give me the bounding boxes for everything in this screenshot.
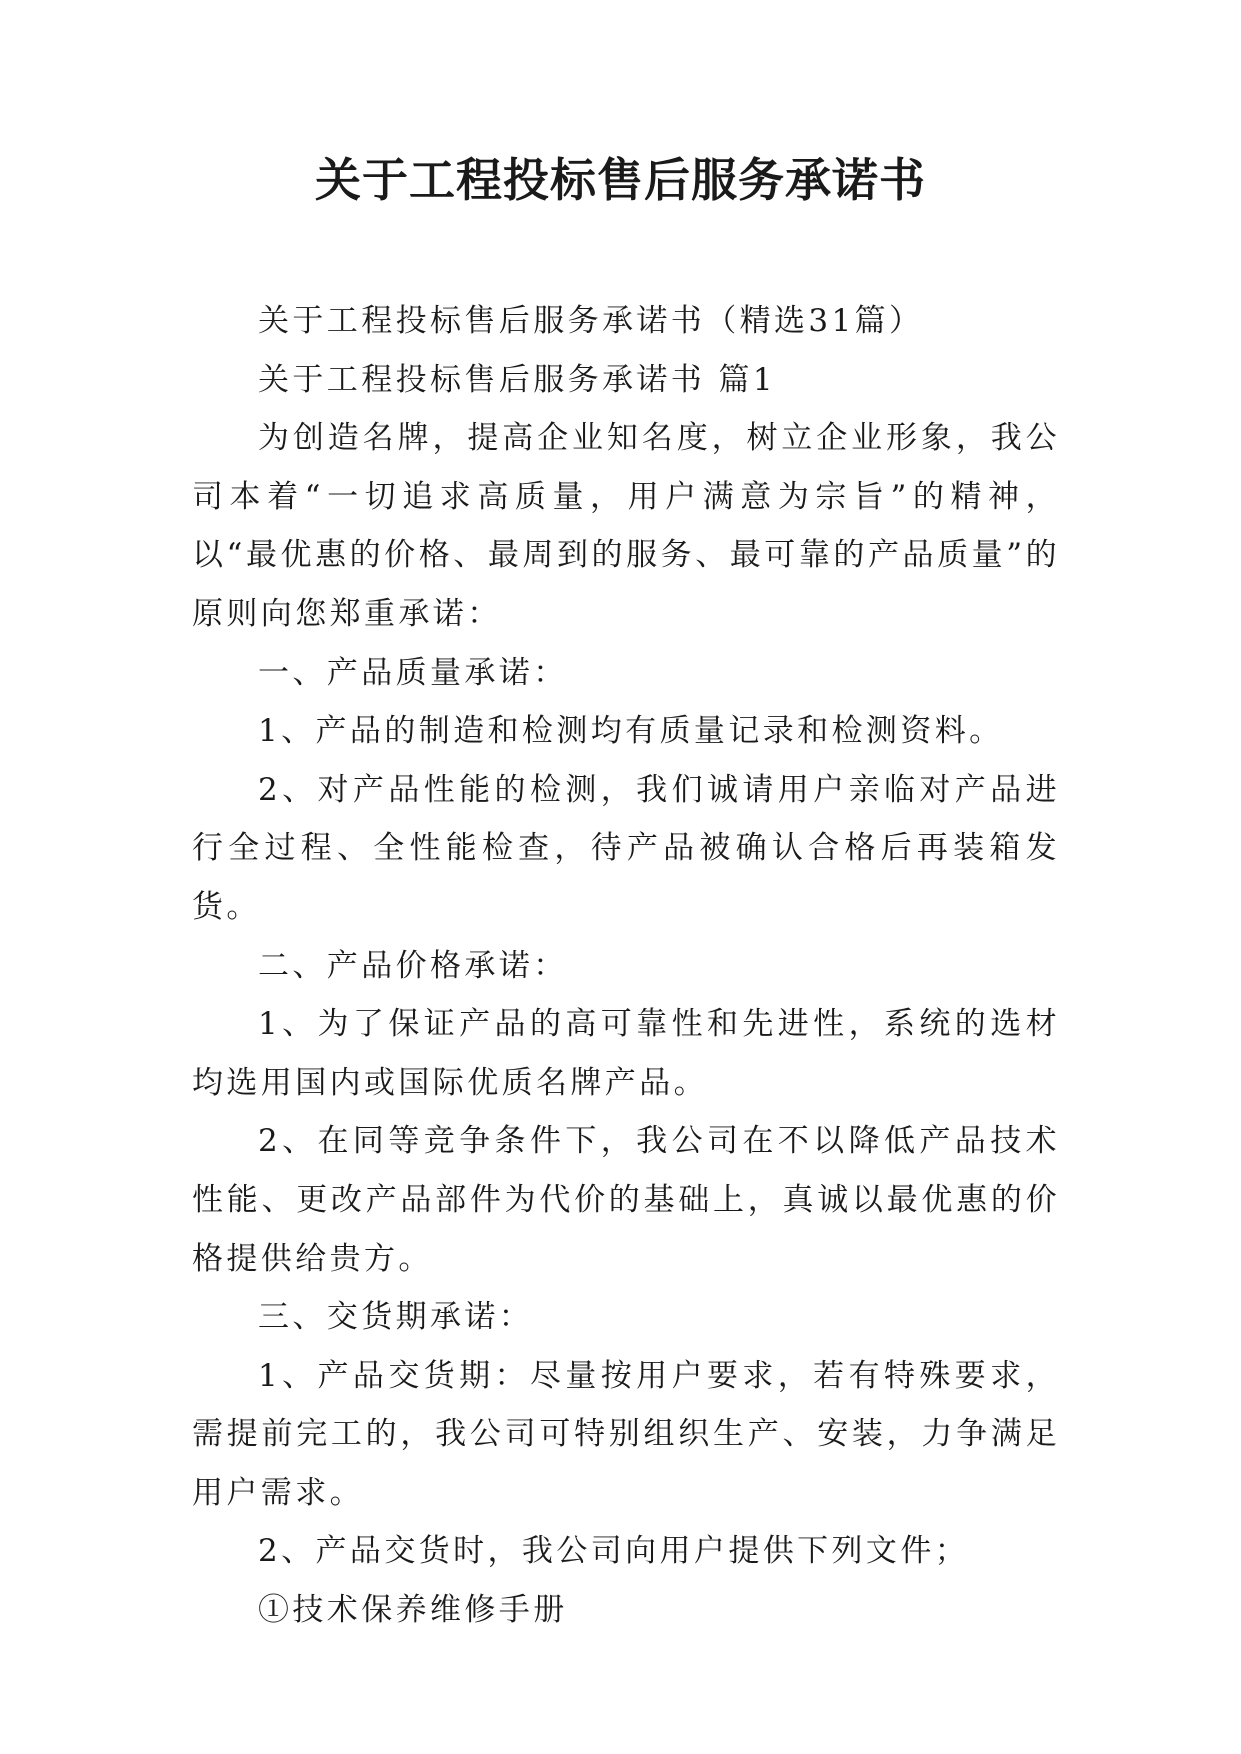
document-body (192, 292, 1060, 1640)
delivery-subitem-1: ①技术保养维修手册 (258, 1592, 568, 1629)
heading-price: 二、产品价格承诺： (258, 947, 568, 984)
heading-quality: 一、产品质量承诺： (258, 654, 568, 691)
section-heading-paragraph: 关于工程投标售后服务承诺书 篇1 (258, 361, 776, 398)
document-title: 关于工程投标售后服务承诺书 (315, 153, 926, 207)
price-item-1: 1、为了保证产品的高可靠性和先进性，系统的选材均选用国内或国际优质名牌产品。 (192, 1006, 1060, 1101)
intro-paragraph: 为创造名牌，提高企业知名度，树立企业形象，我公司本着“一切追求高质量，用户满意为宗旨”的精神，以“最优惠的价格、最周到的服务、最可靠的产品质量”的原则向您郑重承诺： (192, 420, 1060, 632)
subtitle-paragraph: 关于工程投标售后服务承诺书（精选31篇） (258, 303, 924, 339)
quality-item-1: 1、产品的制造和检测均有质量记录和检测资料。 (258, 713, 1004, 750)
delivery-item-2: 2、产品交货时，我公司向用户提供下列文件； (258, 1533, 970, 1570)
heading-delivery: 三、交货期承诺： (258, 1299, 534, 1336)
delivery-item-1: 1、产品交货期：尽量按用户要求，若有特殊要求，需提前完工的，我公司可特别组织生产、安装，力争满足用户需求。 (192, 1357, 1060, 1511)
price-item-2: 2、在同等竞争条件下，我公司在不以降低产品技术性能、更改产品部件为代价的基础上，真诚以最优惠的价格提供给贵方。 (192, 1123, 1060, 1277)
quality-item-2: 2、对产品性能的检测，我们诚请用户亲临对产品进行全过程、全性能检查，待产品被确认合格后再装箱发货。 (192, 771, 1060, 925)
